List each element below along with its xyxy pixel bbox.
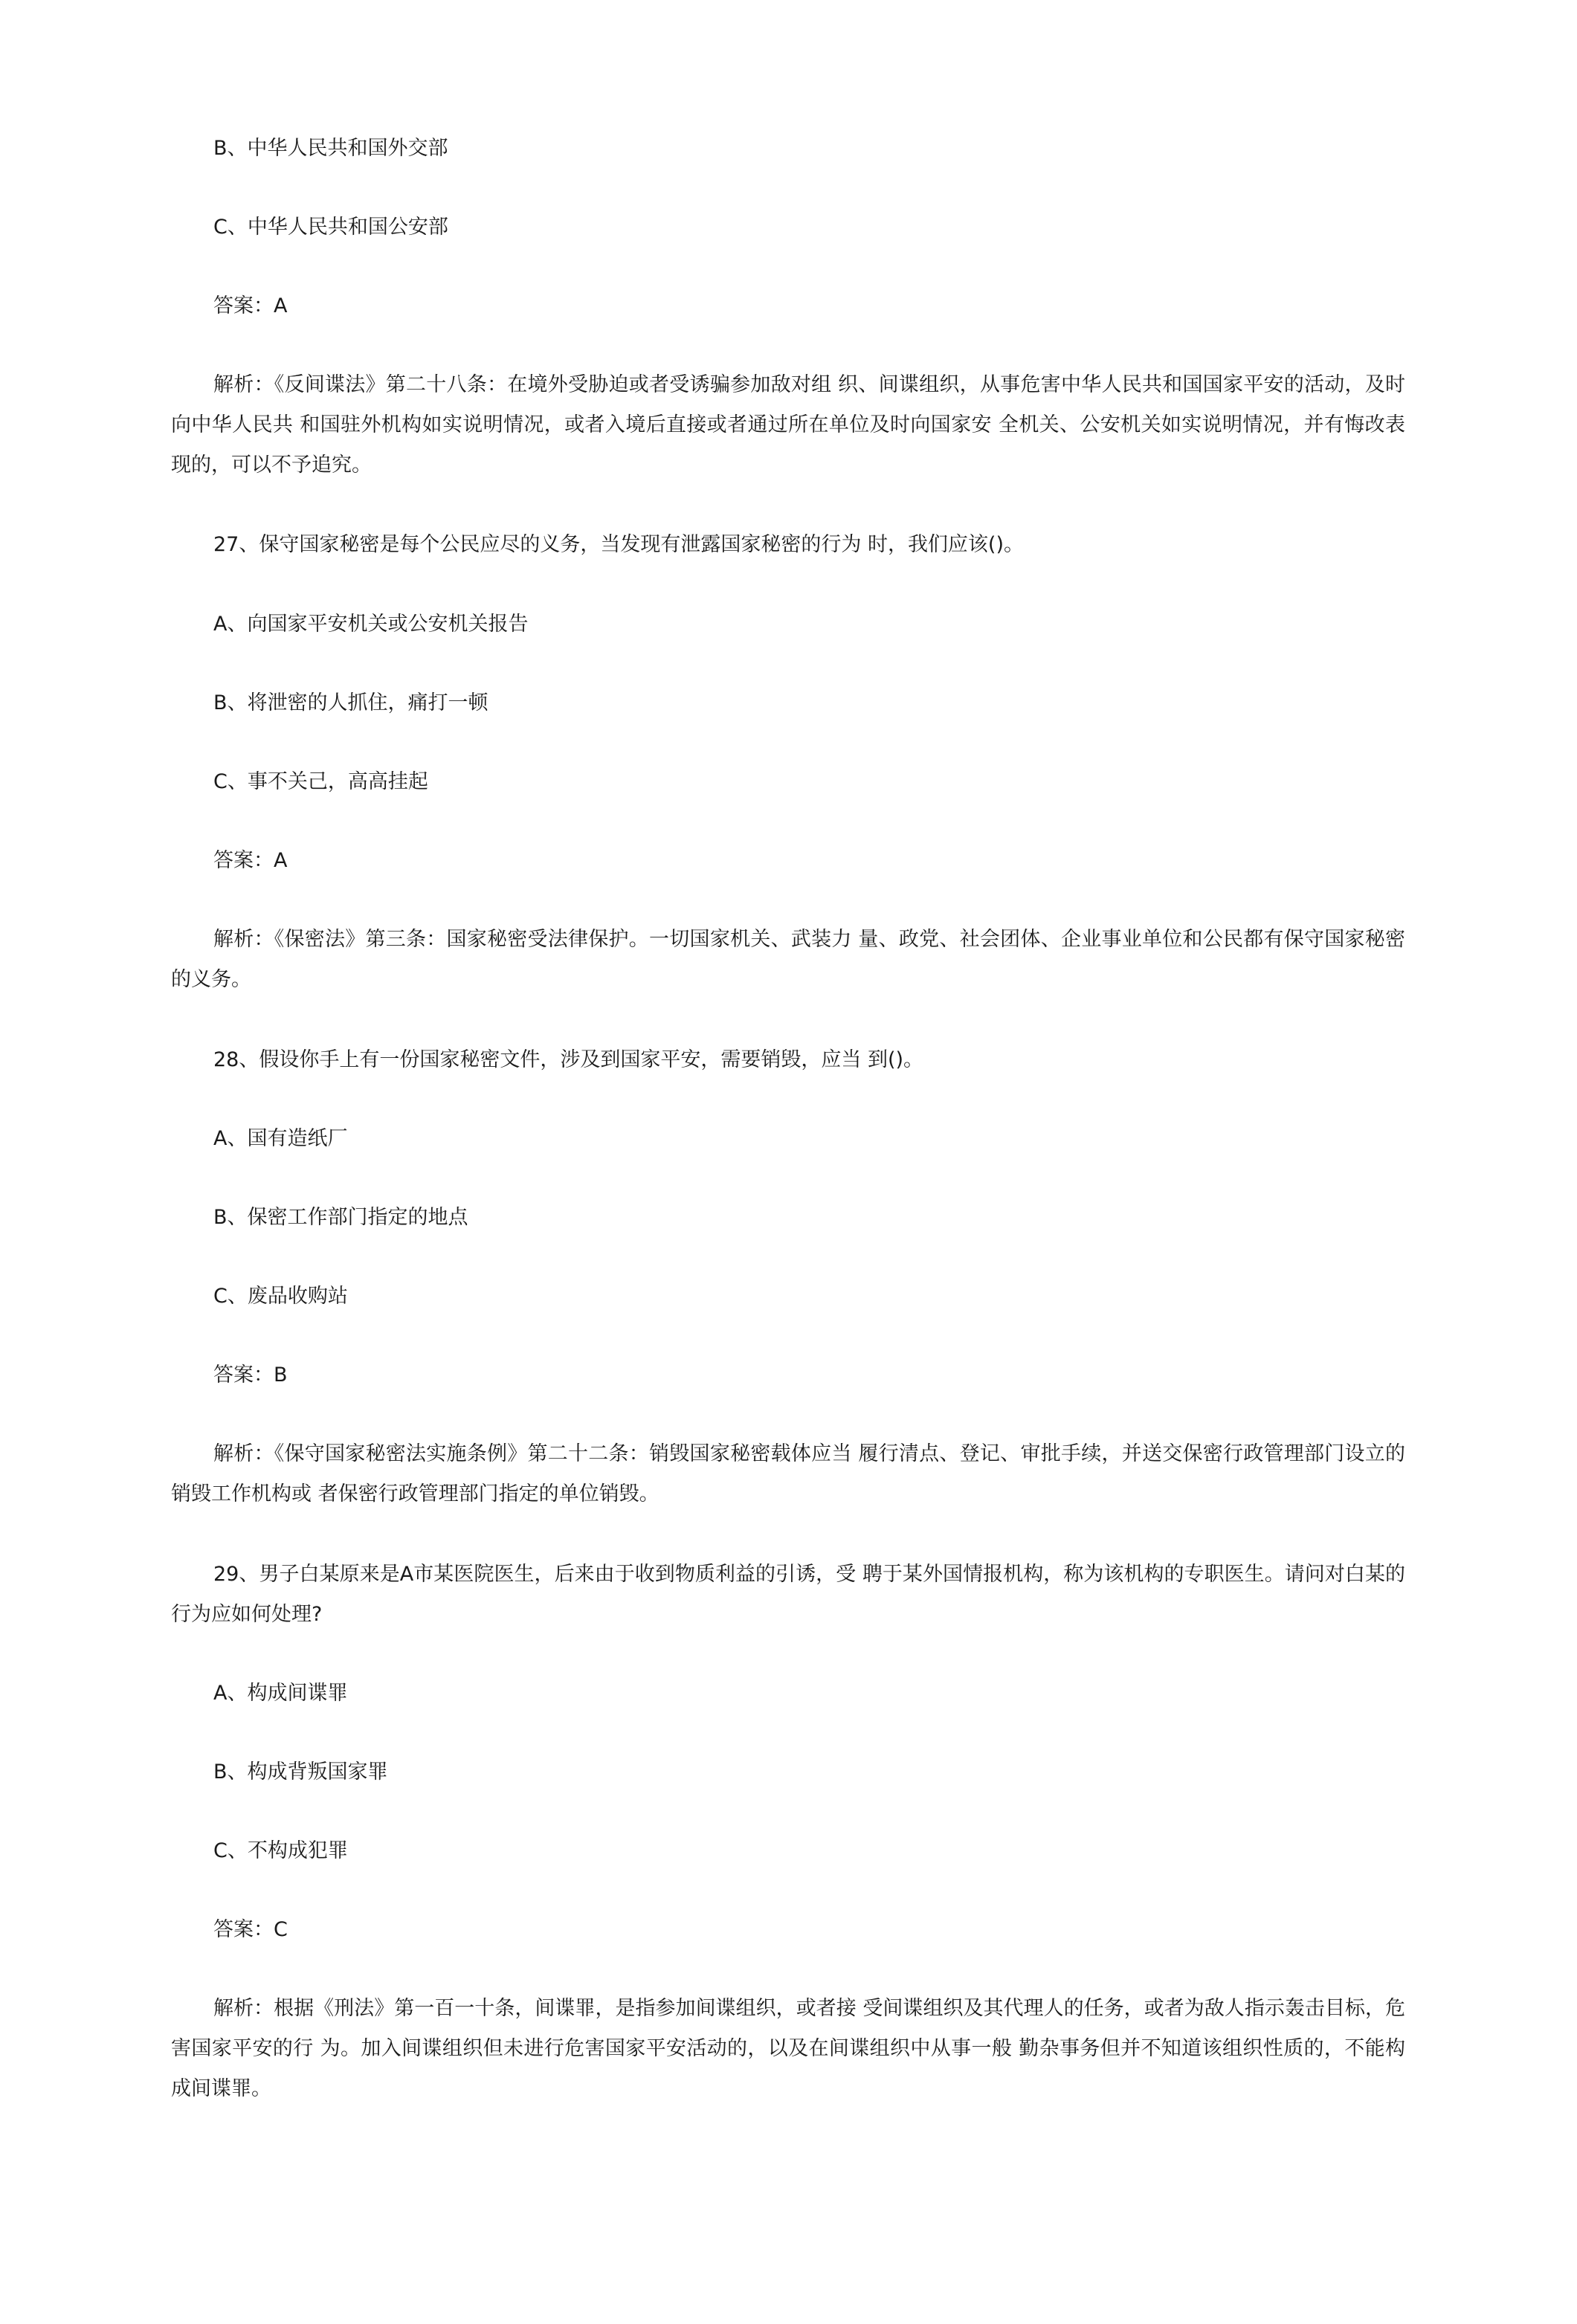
option-c-text: C、事不关己，高高挂起 bbox=[213, 770, 428, 793]
answer-text: 答案：B bbox=[213, 1363, 288, 1387]
option-b-text: B、中华人民共和国外交部 bbox=[213, 137, 448, 160]
answer-text: 答案：A bbox=[213, 849, 288, 872]
analysis-text: 解析：根据《刑法》第一百一十条，间谍罪，是指参加间谍组织，或者接 受间谍组织及其代理人的任务，或者为敌人指示轰击目标，危害国家平安的行 为。加入间谍组织但未进行危害国家平安活动的，以及在间谍组织中从事一般 勤杂事务但并不知道该组织性质的，不能构成间谍罪。 bbox=[171, 1997, 1405, 2100]
answer-text: 答案：C bbox=[213, 1918, 288, 1941]
option-a-text: A、构成间谍罪 bbox=[213, 1682, 348, 1705]
option-a-text: A、国有造纸厂 bbox=[213, 1127, 348, 1150]
option-a-text: A、向国家平安机关或公安机关报告 bbox=[213, 613, 529, 636]
option-c-text: C、废品收购站 bbox=[213, 1285, 348, 1308]
analysis-text: 解析：《反间谍法》第二十八条：在境外受胁迫或者受诱骗参加敌对组 织、间谍组织，从事危害中华人民共和国国家平安的活动，及时向中华人民共 和国驻外机构如实说明情况，或者入境后直接或者通过所在单位及时向国家安 全机关、公安机关如实说明情况，并有悔改表现的，可以不予追究。 bbox=[171, 373, 1405, 477]
option-b-text: B、保密工作部门指定的地点 bbox=[213, 1206, 468, 1229]
analysis-text: 解析：《保密法》第三条：国家秘密受法律保护。一切国家机关、武装力 量、政党、社会团体、企业事业单位和公民都有保守国家秘密的义务。 bbox=[171, 928, 1405, 991]
option-c-text: C、不构成犯罪 bbox=[213, 1839, 348, 1862]
answer-text: 答案：A bbox=[213, 294, 288, 317]
option-b-text: B、将泄密的人抓住，痛打一顿 bbox=[213, 691, 488, 714]
option-b-text: B、构成背叛国家罪 bbox=[213, 1760, 388, 1784]
question-27-text: 27、保守国家秘密是每个公民应尽的义务，当发现有泄露国家秘密的行为 时，我们应该()。 bbox=[213, 533, 1025, 556]
analysis-text: 解析：《保守国家秘密法实施条例》第二十二条：销毁国家秘密载体应当 履行清点、登记、审批手续，并送交保密行政管理部门设立的销毁工作机构或 者保密行政管理部门指定的单位销毁。 bbox=[171, 1442, 1405, 1505]
question-28-text: 28、假设你手上有一份国家秘密文件，涉及到国家平安，需要销毁，应当 到()。 bbox=[213, 1048, 924, 1071]
question-29-text: 29、男子白某原来是A市某医院医生，后来由于收到物质利益的引诱，受 聘于某外国情报机构，称为该机构的专职医生。请问对白某的行为应如何处理? bbox=[171, 1563, 1405, 1626]
option-c-text: C、中华人民共和国公安部 bbox=[213, 216, 448, 239]
